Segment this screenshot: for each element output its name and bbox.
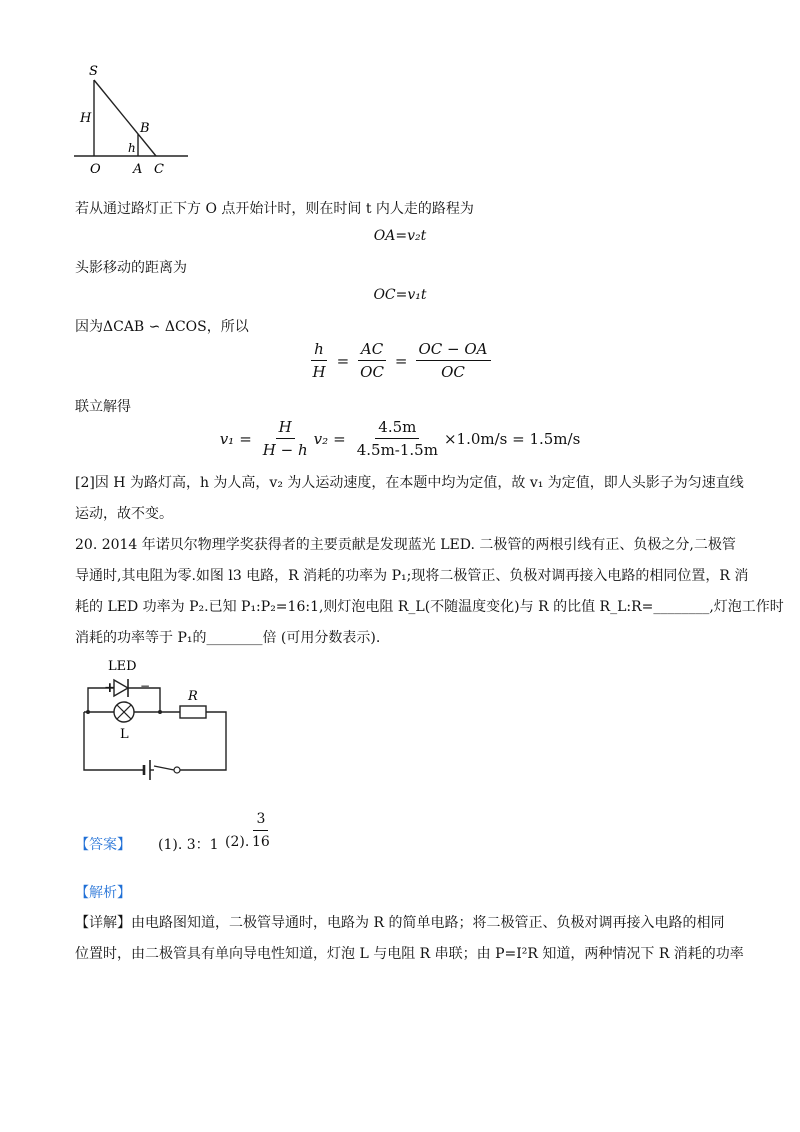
diode-symbol [114, 680, 128, 696]
circuit-diagram [70, 656, 240, 780]
similar-triangles-figure [70, 60, 200, 180]
line-start-timing: 若从通过路灯正下方 O 点开始计时，则在时间 t 内人走的路程为 [75, 201, 474, 217]
resistor-label: R [188, 689, 198, 704]
label-H: H [80, 111, 92, 126]
label-S: S [89, 64, 98, 79]
paragraph-explanation-1: [2]因 H 为路灯高，h 为人高，v₂ 为人运动速度，在本题中均为定值，故 v₁ 为定值，即人头影子为匀速直线 [75, 475, 744, 491]
label-h: h [128, 141, 136, 155]
label-A: A [133, 162, 143, 177]
led-minus: − [140, 679, 151, 693]
equation-oa: OA=v₂t [373, 228, 427, 244]
question-20-line1: 20. 2014 年诺贝尔物理学奖获得者的主要贡献是发现蓝光 LED. 二极管的两根引线有正、负极之分,二极管 [75, 537, 736, 553]
line-head-shadow: 头影移动的距离为 [75, 260, 187, 276]
analysis-detail-line1: 【详解】由电路图知道，二极管导通时，电路为 R 的简单电路；将二极管正、负极对调再接入电路的相同 [75, 915, 725, 931]
equation-oc: OC=v₁t [373, 287, 427, 303]
resistor-symbol [180, 706, 206, 718]
answer-part1: (1). 3：1 [158, 837, 219, 853]
answer-tag: 【答案】 [75, 837, 131, 853]
frac-ac: AC [358, 340, 386, 361]
paragraph-explanation-1b: 运动，故不变。 [75, 506, 173, 522]
led-plus: + [104, 680, 116, 696]
label-O: O [90, 162, 101, 177]
question-20-line2: 导通时,其电阻为零.如图 l3 电路，R 消耗的功率为 P₁;现将二极管正、负极对调再接入电路的相同位置，R 消 [75, 568, 749, 584]
line-similar-triangles: 因为ΔCAB ∽ ΔCOS，所以 [75, 319, 249, 335]
analysis-detail-line2: 位置时，由二极管具有单向导电性知道，灯泡 L 与电阻 R 串联；由 P=I²R 知道，两种情况下 R 消耗的功率 [75, 946, 744, 962]
label-C: C [154, 162, 164, 177]
frac-h: h [311, 340, 327, 361]
frac-oc-oa: OC − OA [416, 340, 491, 361]
answer-fraction: $\frac{3}{16}$ [252, 811, 270, 850]
line-solve: 联立解得 [75, 399, 131, 415]
answer-part2-prefix: (2). [225, 834, 250, 850]
question-20-line3: 耗的 LED 功率为 P₂.已知 P₁:P₂=16:1,则灯泡电阻 R_L(不随温度变化)与 R 的比值 R_L:R=________,灯泡工作时 [75, 599, 784, 615]
question-20-line4: 消耗的功率等于 P₁的________倍 (可用分数表示). [75, 630, 381, 646]
lamp-label: L [120, 727, 129, 742]
equation-v1: v₁ = $\frac{H}{H - h}$ v₂ = $\frac{4.5m}{4.5m-1.5m}$ ×1.0m/s = 1.5m/s [219, 418, 581, 459]
label-B: B [140, 121, 150, 136]
led-label: LED [108, 659, 137, 674]
analysis-tag: 【解析】 [75, 885, 131, 901]
equation-ratio: $\frac{h}{H}$ = $\frac{AC}{OC}$ = $\frac{OC - OA}{OC}$ [300, 340, 500, 381]
